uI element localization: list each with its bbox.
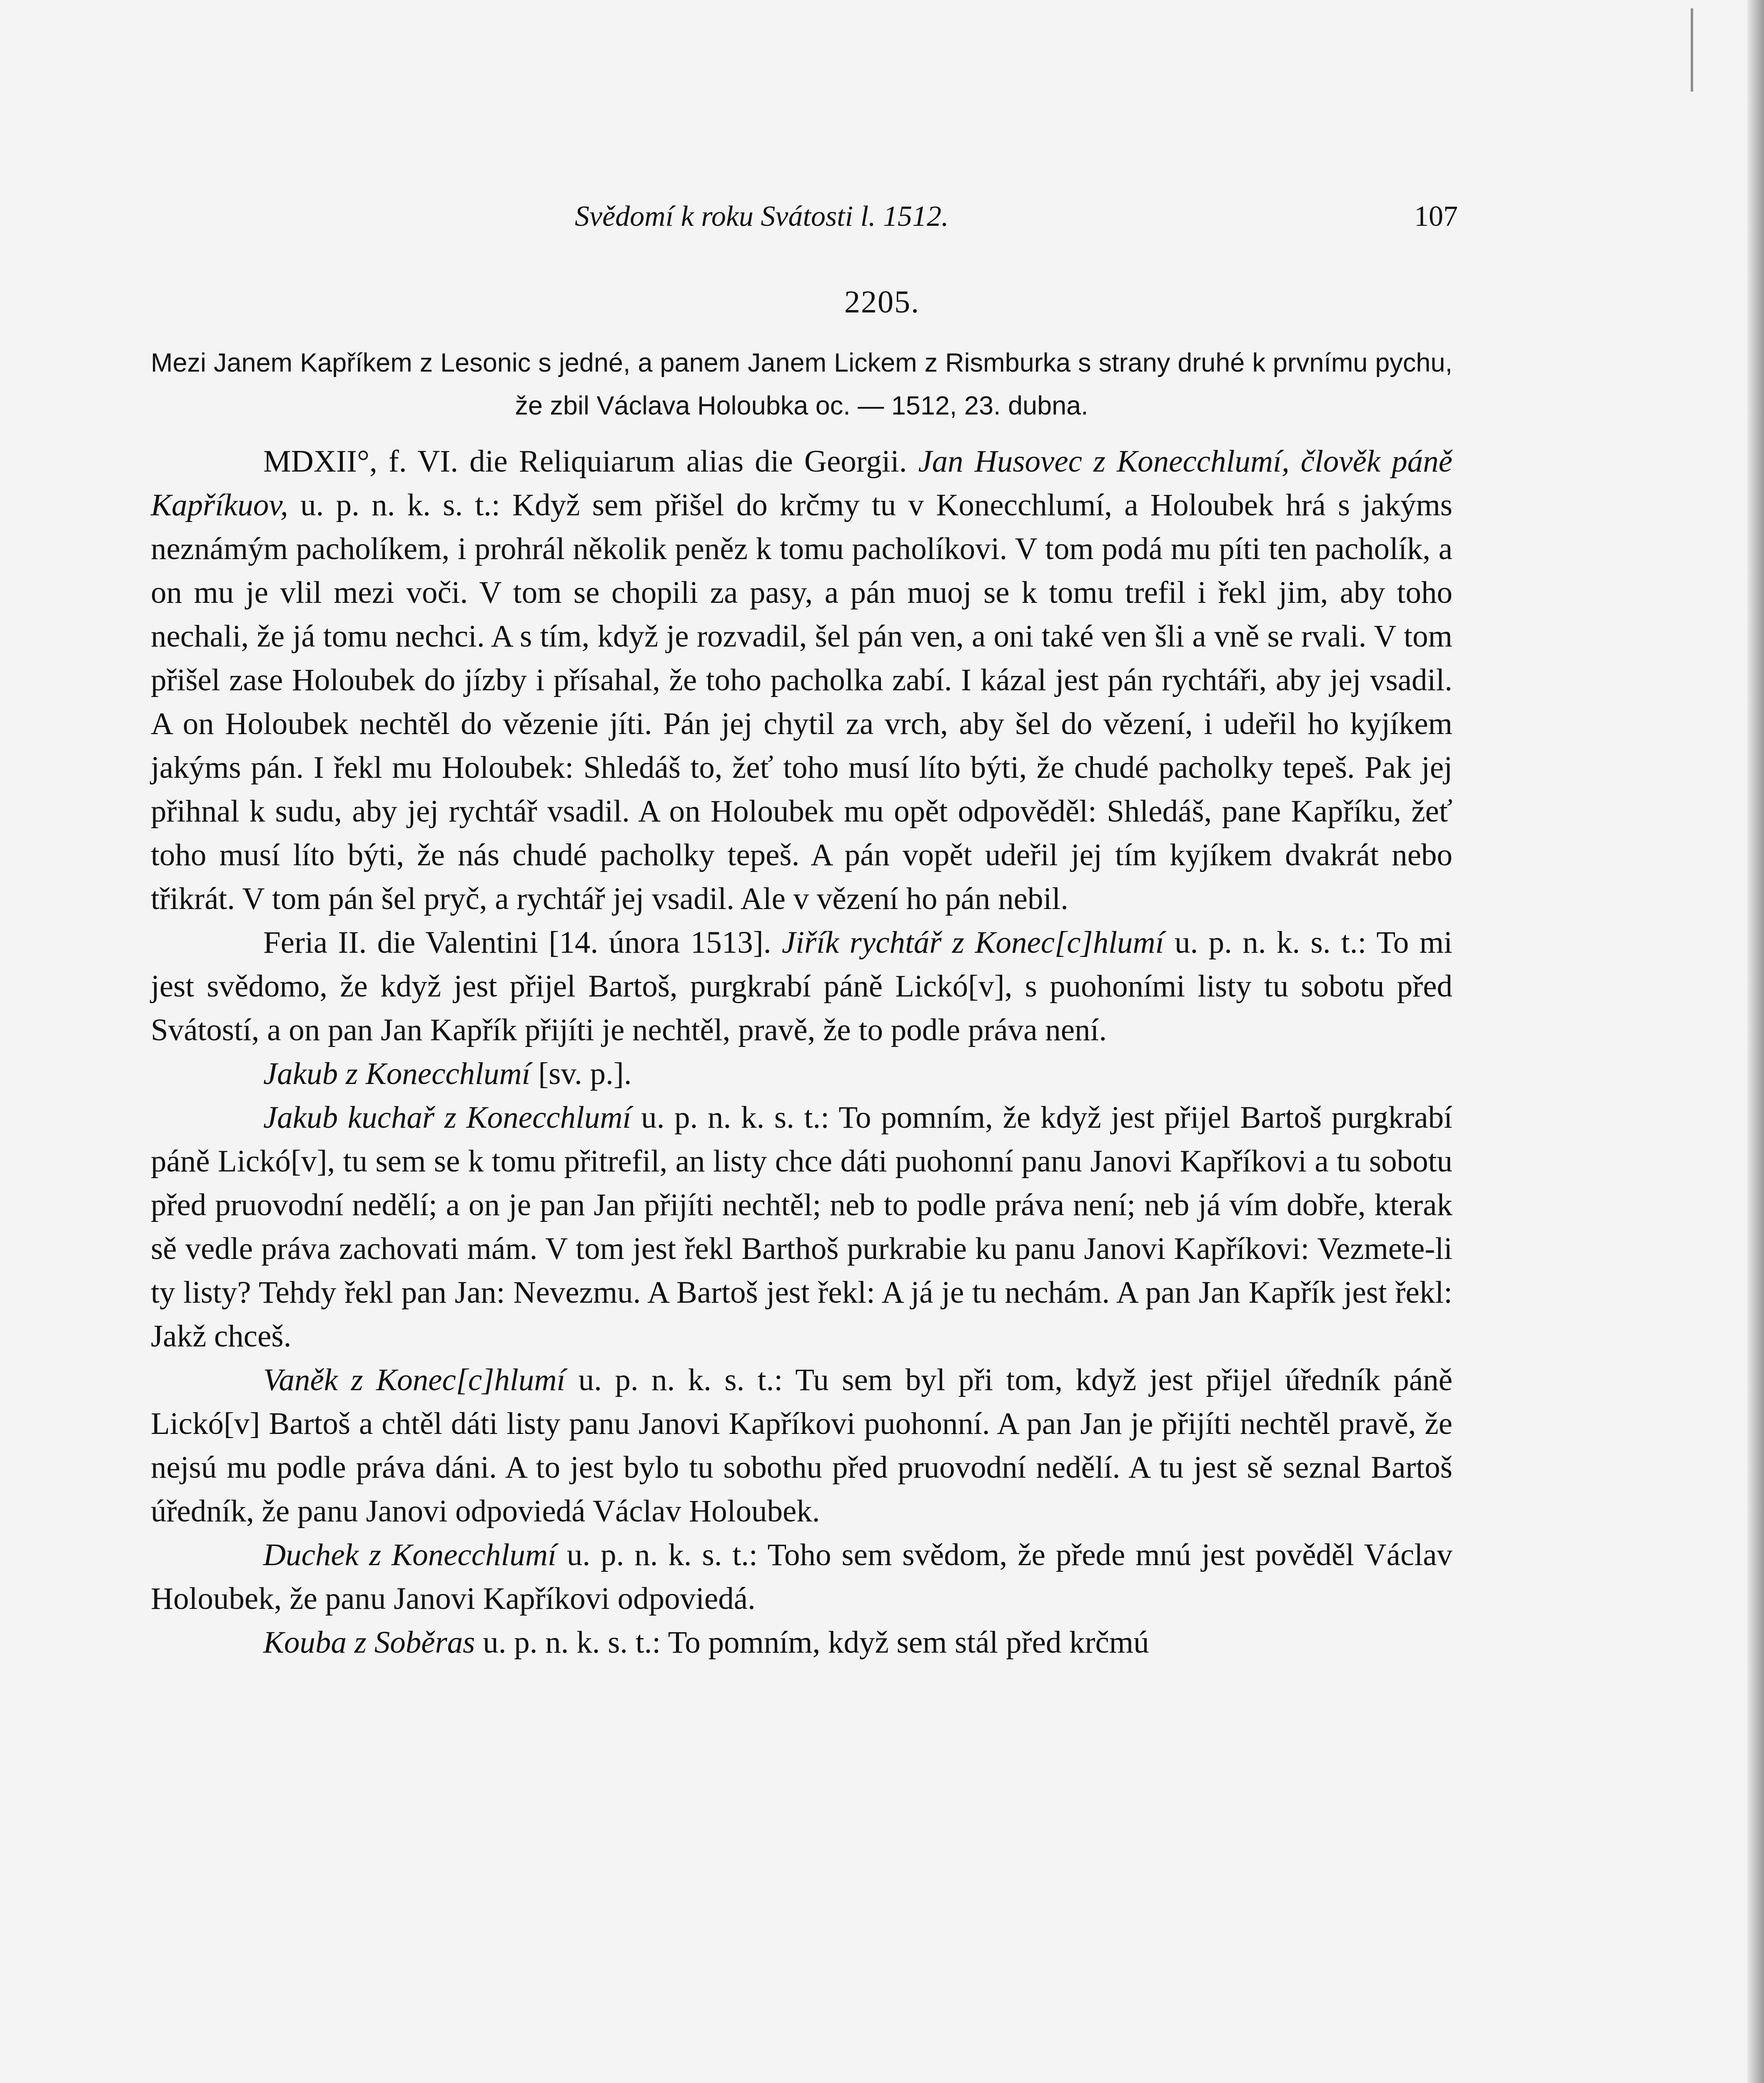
witness-name: Jakub kuchař z Konecchlumí — [263, 1100, 631, 1135]
paragraph-7 — [151, 1621, 1452, 1664]
witness-name: Duchek z Konecchlumí — [263, 1538, 556, 1572]
text-run: u. p. n. k. s. t.: To pomním, když sem stál před krčmú — [475, 1625, 1149, 1660]
text-run: u. p. n. k. s. t.: To pomním, že když jest přijel Bartoš purgkrabí páně Lickó[v], tu sem se k tomu přitrefil, an listy chce dáti puohonní panu Janovi Kapříkovi a tu sobotu před pruovodní nedělí; a on je pan Jan přijíti nechtěl; neb to podle práva není; neb já vím dobře, kterak sě vedle práva zachovati mám. V tom jest řekl Barthoš purkrabie ku panu Janovi Kapříkovi: Vezmete-li ty listy? Tehdy řekl pan Jan: Nevezmu. A Bartoš jest řekl: A já je tu nechám. A pan Jan Kapřík jest řekl: Jakž chceš. — [151, 1100, 1452, 1354]
witness-name: Kouba z Soběras — [263, 1625, 475, 1660]
text-run: u. p. n. k. s. t.: To mi jest svědomo, že když jest přijel Bartoš, purgkrabí páně Lickó[v], s puohoními listy tu sobotu před Svátostí, a on pan Jan Kapřík přijíti je nechtěl, pravě, že to podle práva není. — [151, 925, 1452, 1047]
entry-summary: Mezi Janem Kapříkem z Lesonic s jedné, a panem Janem Lickem z Rismburka s strany druhé k prvnímu pychu, že zbil Václava Holoubka oc. — 1512, 23. dubna. — [151, 348, 1452, 420]
page-edge-marks — [1666, 8, 1693, 92]
body-text — [151, 440, 1452, 2083]
text-run: u. p. n. k. s. t.: Když sem přišel do krčmy tu v Konecchlumí, a Holoubek hrá s jakýms neznámým pacholíkem, i prohrál několik peněz k tomu pacholíkovi. V tom podá mu píti ten pacholík, a on mu je vlil mezi voči. V tom se chopili za pasy, a pán muoj se k tomu trefil i řekl jim, aby toho nechali, že já tomu nechci. A s tím, když je rozvadil, šel pán ven, a oni také ven šli a vně se rvali. V tom přišel zase Holoubek do jízby i přísahal, že toho pacholka zabí. I kázal jest pán rychtáři, aby jej vsadil. A on Holoubek nechtěl do vězenie jíti. Pán jej chytil za vrch, aby šel do vězení, i udeřil ho kyjíkem jakýms pán. I řekl mu Holoubek: Shledáš to, žeť toho musí líto býti, že chudé pacholky tepeš. Pak jej přihnal k sudu, aby jej rychtář vsadil. A on Holoubek mu opět odpověděl: Shledáš, pane Kapříku, žeť toho musí líto býti, že nás chudé pacholky tepeš. A pán vopět udeřil jej tím kyjíkem dvakrát nebo třikrát. V tom pán šel pryč, a rychtář jej vsadil. Ale v vězení ho pán nebil. — [151, 488, 1452, 916]
witness-name: Vaněk z Konec[c]hlumí — [263, 1363, 566, 1397]
paragraph-4 — [151, 1096, 1452, 1358]
witness-name: Jan Husovec z Konecchlumí, člověk páně Kapříkuov, — [151, 444, 1452, 522]
text-run: Feria II. die Valentini [14. února 1513]. — [263, 925, 782, 960]
text-run: u. p. n. k. s. t.: Toho sem svědom, že přede mnú jest pověděl Václav Holoubek, že panu Janovi Kapříkovi odpoviedá. — [151, 1538, 1452, 1616]
text-run: u. p. n. k. s. t.: Tu sem byl při tom, když jest přijel úředník páně Lickó[v] Bartoš a chtěl dáti listy panu Janovi Kapříkovi puohonní. A pan Jan je přijíti nechtěl pravě, že nejsú mu podle práva dáni. A to jest bylo tu sobothu před pruovodní nedělí. A tu jest sě seznal Bartoš úředník, že panu Janovi odpoviedá Václav Holoubek. — [151, 1363, 1452, 1529]
page-number: 107 — [1414, 200, 1458, 232]
paragraph-1 — [151, 440, 1452, 921]
running-title: Svědomí k roku Svátosti l. 1512. — [575, 200, 949, 232]
witness-name: Jakub z Konecchlumí — [263, 1056, 531, 1091]
witness-name: Jiřík rychtář z Konec[c]hlumí — [781, 925, 1164, 960]
text-run: MDXII°, f. VI. die Reliquiarum alias die Georgii. — [263, 444, 918, 479]
entry-number: 2205. — [844, 285, 920, 320]
paragraph-2 — [151, 921, 1452, 1052]
text-run: [sv. p.]. — [530, 1056, 632, 1091]
paragraph-5 — [151, 1358, 1452, 1533]
paragraph-3 — [151, 1052, 1452, 1096]
paragraph-6 — [151, 1533, 1452, 1621]
